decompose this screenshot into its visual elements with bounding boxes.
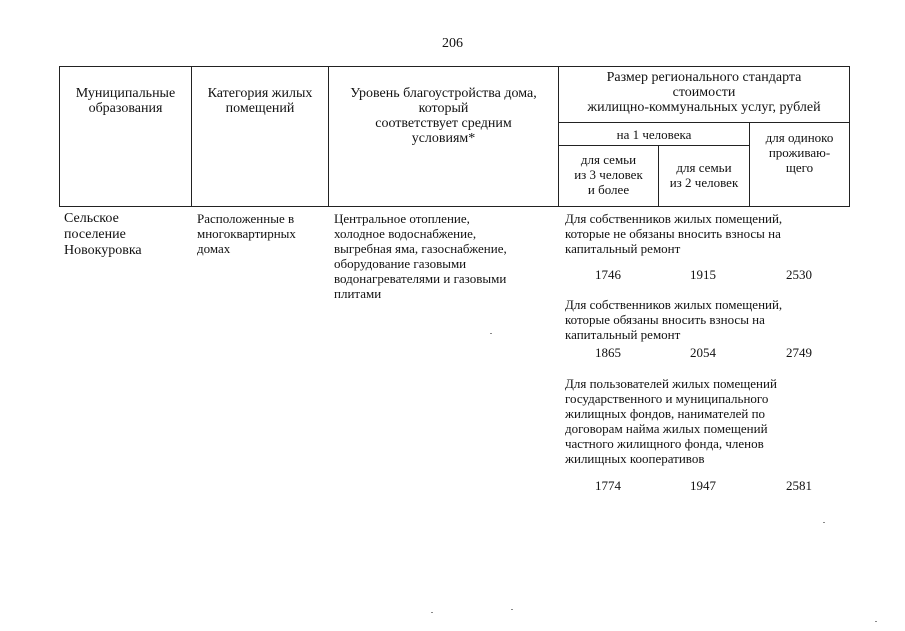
group-2-label: Для собственников жилых помещений, которые обязаны вносить взносы на капитальный ремонт — [565, 297, 783, 342]
group-3-family-2-value: 1947 — [690, 478, 716, 493]
header-level: Уровень благоустройства дома, который соответствует средним условиям* — [350, 86, 537, 146]
group-3-single-value: 2581 — [786, 478, 812, 493]
scan-speck — [511, 609, 513, 610]
row-municipality: Сельское поселение Новокуровка — [64, 211, 142, 258]
row-category: Расположенные в многоквартирных домах — [197, 211, 296, 256]
table-top-border — [59, 66, 850, 67]
header-standard: Размер регионального стандарта стоимости жилищно-коммунальных услуг, рублей — [587, 70, 821, 115]
header-single: для одиноко проживаю- щего — [765, 130, 834, 175]
group-1-label: Для собственников жилых помещений, которые не обязаны вносить взносы на капитальный ремонт — [565, 211, 783, 256]
scan-speck — [823, 522, 825, 523]
group-3-label: Для пользователей жилых помещений государственного и муниципального жилищных фондов, нанимателей по договорам найма жилых помещений частного жилищного фонда, членов жилищных кооперативов — [565, 376, 777, 466]
per-person-divider — [558, 122, 850, 123]
page-number: 206 — [442, 36, 463, 51]
scan-speck — [431, 612, 433, 613]
group-1-single-value: 2530 — [786, 267, 812, 282]
group-3-family-3-value: 1774 — [595, 478, 621, 493]
scan-speck — [875, 621, 877, 622]
group-1-family-3-value: 1746 — [595, 267, 621, 282]
group-2-single-value: 2749 — [786, 345, 812, 360]
group-2-family-3-value: 1865 — [595, 345, 621, 360]
header-per-person: на 1 человека — [616, 127, 692, 142]
header-family-2: для семьи из 2 человек — [669, 160, 739, 190]
header-category: Категория жилых помещений — [207, 86, 313, 116]
group-1-family-2-value: 1915 — [690, 267, 716, 282]
col-line-6 — [849, 66, 850, 207]
header-family-3: для семьи из 3 человек и более — [574, 152, 643, 197]
header-municipality: Муниципальные образования — [75, 86, 176, 116]
group-2-family-2-value: 2054 — [690, 345, 716, 360]
family-divider — [558, 145, 749, 146]
row-level: Центральное отопление, холодное водоснабжение, выгребная яма, газоснабжение, оборудование газовыми водонагревателями и газовыми плитами — [334, 211, 507, 301]
scan-speck — [490, 333, 492, 334]
table-header-bottom — [59, 206, 850, 207]
